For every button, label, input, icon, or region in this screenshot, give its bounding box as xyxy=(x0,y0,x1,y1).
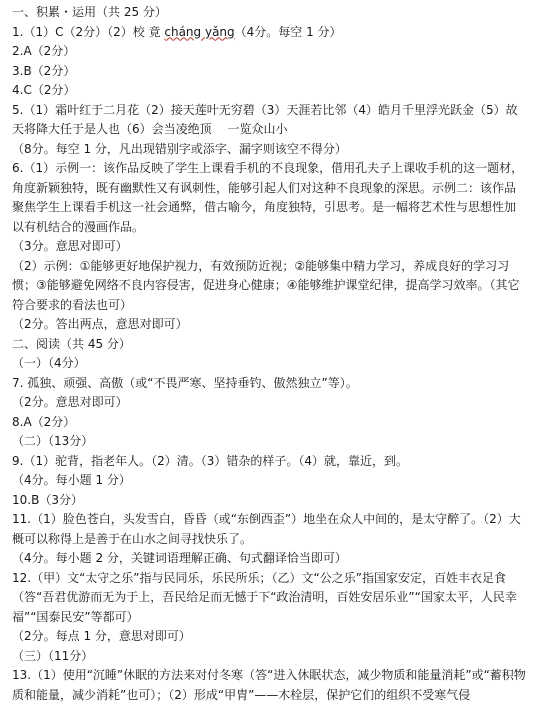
pinyin-text: cháng yǎng xyxy=(164,24,235,39)
answer-paragraph: 12.（甲）文“太守之乐”指与民同乐，乐民所乐；（乙）文“公之乐”指国家安定，百姓丰衣足食（答“吾君优游而无为于上，吾民给足而无憾于下“政治清明，百姓安居乐业”“国家太平，人民幸福”“国泰民安”等都可） xyxy=(12,570,517,624)
section-heading: 二、阅读（共 45 分） xyxy=(12,336,131,351)
answer-line: 10.B（3分） xyxy=(12,492,83,507)
answer-line: 3.B（2分） xyxy=(12,63,76,78)
scoring-note: （2分。每点 1 分，意思对即可） xyxy=(12,629,191,643)
subsection-heading: （二）（13分） xyxy=(12,434,94,448)
answer-line: 8.A（2分） xyxy=(12,414,76,429)
answer-paragraph: 6.（1）示例一：该作品反映了学生上课看手机的不良现象，借用孔夫子上课收手机的这一题材，角度新颖独特，既有幽默性又有讽刺性，能够引起人们对这种不良现象的深思。示例二：该作品聚焦学生上课看手机这一社会通弊，借古喻今，角度独特，引思考。是一幅将艺术性与思想性加以有机结合的漫画作品。 xyxy=(12,161,524,234)
scoring-note: （2分。答出两点，意思对即可） xyxy=(12,317,188,331)
subsection-heading: （一）（4分） xyxy=(12,356,86,370)
answer-line: 9.（1）驼背，指老年人。（2）清。（3）错杂的样子。（4）就，靠近，到。 xyxy=(12,453,408,468)
scoring-note: （8分。每空 1 分，凡出现错别字或添字、漏字则该空不得分） xyxy=(12,141,347,156)
scoring-note: （2分。意思对即可） xyxy=(12,395,128,409)
answer-paragraph: 11.（1）脸色苍白，头发雪白，昏昏（或“东倒西歪”）地坐在众人中间的，是太守醉了。（2）大概可以称得上是善于在山水之间寻找快乐了。 xyxy=(12,512,521,546)
answer-line: 7. 孤独、顽强、高傲（或“不畏严寒、坚持垂钓、傲然独立”等）。 xyxy=(12,375,358,390)
answer-line: 4.C（2分） xyxy=(12,83,76,97)
answer-paragraph: （2）示例：①能够更好地保护视力，有效预防近视；②能够集中精力学习，养成良好的学习习惯；③能够避免网络不良内容侵害，促进身心健康；④能够维护课堂纪律，提高学习效率。（其它符合要求的看法也可） xyxy=(12,258,520,312)
subsection-heading: （三）（11分） xyxy=(12,648,94,663)
answer-paragraph: 5.（1）霜叶红于二月花（2）接天莲叶无穷碧（3）天涯若比邻（4）皓月千里浮光跃金（5）故天将降大任于是人也（6）会当凌绝顶 一览众山小 xyxy=(12,102,518,136)
answer-paragraph: 13.（1）使用“沉睡”休眠的方法来对付冬寒（答“进入休眠状态，减少物质和能量消耗”或“蓄积物质和能量，减少消耗”也可）；（2）形成“甲胄”——木栓层，保护它们的组织不受寒气侵 xyxy=(12,668,526,702)
scoring-note: （4分。每小题 2 分，关键词语理解正确、句式翻译恰当即可） xyxy=(12,551,347,565)
answer-text: （4分。每空 1 分） xyxy=(234,24,342,39)
answer-line: 2.A（2分） xyxy=(12,44,76,58)
section-heading: 一、积累・运用（共 25 分） xyxy=(12,5,167,19)
scoring-note: （4分。每小题 1 分） xyxy=(12,473,131,487)
answer-line xyxy=(12,23,527,43)
scoring-note: （3分。意思对即可） xyxy=(12,239,128,253)
answer-text: 1.（1）C（2分）（2）校 竟 xyxy=(12,24,165,39)
